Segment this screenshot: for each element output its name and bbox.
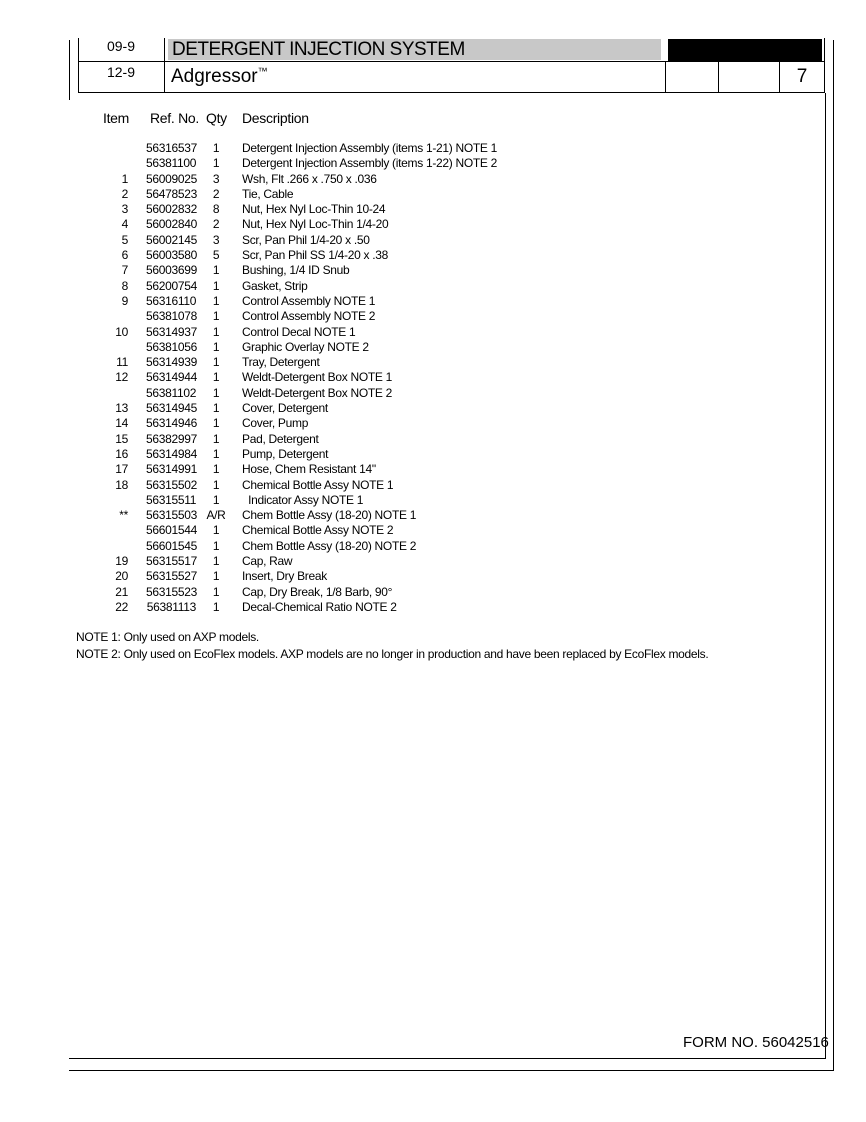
table-row [0, 401, 866, 416]
table-row [0, 233, 866, 248]
table-row [0, 386, 866, 401]
header-cell-divider [718, 61, 719, 92]
table-row [0, 569, 866, 584]
part-description: Insert, Dry Break [242, 569, 327, 584]
note-1: NOTE 1: Only used on AXP models. [76, 630, 259, 644]
table-row [0, 523, 866, 538]
part-description: Hose, Chem Resistant 14" [242, 462, 376, 477]
part-quantity: 1 [212, 401, 220, 416]
part-quantity: 1 [212, 355, 220, 370]
part-ref-number: 56315511 [146, 492, 197, 507]
part-ref-number: 56002832 [146, 202, 197, 217]
part-quantity: 3 [212, 171, 220, 186]
table-row [0, 141, 866, 156]
part-item-number: 19 [115, 554, 128, 569]
part-quantity: 1 [212, 599, 220, 614]
part-quantity: 3 [212, 232, 220, 247]
table-row [0, 340, 866, 355]
part-ref-number: 56381100 [146, 156, 197, 171]
table-row [0, 355, 866, 370]
part-ref-number: 56314939 [146, 355, 197, 370]
part-item-number: 6 [121, 248, 128, 263]
part-description: Control Assembly NOTE 2 [242, 309, 376, 324]
part-item-number: 12 [115, 370, 128, 385]
part-quantity: 8 [212, 202, 220, 217]
part-description: Pump, Detergent [242, 446, 329, 461]
table-row [0, 248, 866, 263]
part-quantity: 1 [212, 370, 220, 385]
part-quantity: 2 [212, 186, 220, 201]
part-quantity: 1 [212, 156, 220, 171]
form-number: FORM NO. 56042516 [683, 1034, 829, 1051]
part-ref-number: 56381113 [146, 599, 196, 614]
part-description: Nut, Hex Nyl Loc-Thin 1/4-20 [242, 217, 389, 232]
part-description: Cap, Raw [242, 554, 293, 569]
page-title: DETERGENT INJECTION SYSTEM [172, 39, 465, 60]
part-description: Tray, Detergent [242, 355, 320, 370]
part-ref-number: 56316537 [146, 141, 197, 155]
bottom-rule [69, 1070, 834, 1071]
part-ref-number: 56315523 [146, 584, 197, 599]
part-quantity: 1 [212, 263, 220, 278]
part-description: Scr, Pan Phil 1/4-20 x .50 [242, 232, 370, 247]
part-ref-number: 56002145 [146, 232, 197, 247]
part-ref-number: 56315517 [146, 554, 197, 569]
header-divider [78, 61, 825, 62]
part-ref-number: 56601544 [146, 523, 197, 538]
part-item-number: 3 [121, 202, 128, 217]
part-item-number: 5 [121, 232, 128, 247]
table-row [0, 309, 866, 324]
column-header-description: Description [242, 110, 309, 126]
part-item-number: 14 [115, 416, 128, 431]
part-description: Chem Bottle Assy (18-20) NOTE 2 [242, 538, 417, 553]
part-quantity: 5 [212, 248, 220, 263]
part-quantity: A/R [206, 508, 226, 523]
part-quantity: 1 [212, 584, 220, 599]
part-quantity: 1 [212, 569, 220, 584]
table-row [0, 447, 866, 462]
part-description: Control Decal NOTE 1 [242, 324, 356, 339]
part-item-number: 11 [116, 355, 128, 370]
part-ref-number: 56478523 [146, 186, 197, 201]
part-ref-number: 56314945 [146, 401, 197, 416]
part-ref-number: 56381078 [146, 309, 197, 324]
part-description: Indicator Assy NOTE 1 [242, 492, 364, 507]
part-description: Chemical Bottle Assy NOTE 2 [242, 523, 394, 538]
part-description: Cover, Pump [242, 416, 309, 431]
part-description: Decal-Chemical Ratio NOTE 2 [242, 599, 397, 614]
part-quantity: 1 [212, 446, 220, 461]
table-row [0, 462, 866, 477]
column-header-qty: Qty [206, 110, 227, 126]
part-quantity: 1 [212, 554, 220, 569]
part-ref-number: 56003580 [146, 248, 197, 263]
table-row [0, 279, 866, 294]
table-row [0, 325, 866, 340]
table-row [0, 493, 866, 508]
part-quantity: 1 [212, 385, 220, 400]
part-ref-number: 56314944 [146, 370, 197, 385]
part-description: Wsh, Flt .266 x .750 x .036 [242, 171, 377, 186]
note-2: NOTE 2: Only used on EcoFlex models. AXP models are no longer in production and have been replaced by EcoFlex models. [76, 647, 709, 661]
table-row [0, 432, 866, 447]
part-ref-number: 56314946 [146, 416, 197, 431]
table-row [0, 539, 866, 554]
product-name [171, 66, 268, 88]
part-description: Cap, Dry Break, 1/8 Barb, 90° [242, 584, 393, 599]
table-row [0, 172, 866, 187]
part-quantity: 1 [212, 431, 220, 446]
header-rev-divider [164, 38, 165, 92]
part-item-number: 4 [121, 217, 128, 232]
part-quantity: 1 [212, 477, 220, 492]
table-row [0, 416, 866, 431]
table-row [0, 600, 866, 615]
part-item-number: 1 [121, 171, 128, 186]
table-row [0, 217, 866, 232]
part-description: Weldt-Detergent Box NOTE 1 [242, 370, 393, 385]
column-header-item: Item [103, 110, 130, 126]
part-ref-number: 56314991 [146, 462, 197, 477]
part-quantity: 1 [212, 324, 220, 339]
header-black-block [668, 39, 822, 61]
table-row [0, 156, 866, 171]
part-quantity: 1 [212, 278, 220, 293]
part-ref-number: 56314937 [146, 324, 197, 339]
part-item-number: 10 [115, 324, 128, 339]
header-right-border [824, 38, 825, 92]
part-quantity: 1 [212, 293, 220, 308]
part-item-number: 17 [115, 462, 128, 477]
table-row [0, 508, 866, 523]
header-bottom-rule [78, 92, 825, 93]
part-quantity: 1 [212, 309, 220, 324]
part-item-number: 2 [121, 186, 128, 201]
table-row [0, 370, 866, 385]
part-description: Pad, Detergent [242, 431, 319, 446]
part-item-number: 21 [115, 584, 128, 599]
part-ref-number: 56315502 [146, 477, 197, 492]
part-item-number: 20 [115, 569, 128, 584]
part-item-number: ** [119, 508, 128, 523]
page-number: 7 [796, 66, 808, 87]
part-quantity: 1 [212, 462, 220, 477]
part-description: Weldt-Detergent Box NOTE 2 [242, 385, 393, 400]
part-description: Detergent Injection Assembly (items 1-22) NOTE 2 [242, 156, 498, 171]
page-frame-left [69, 40, 70, 100]
table-row [0, 202, 866, 217]
part-quantity: 1 [212, 538, 220, 553]
part-description: Control Assembly NOTE 1 [242, 293, 376, 308]
revision-bottom: 12-9 [106, 64, 136, 80]
part-ref-number: 56382997 [146, 431, 197, 446]
part-item-number: 16 [115, 446, 128, 461]
part-description: Chem Bottle Assy (18-20) NOTE 1 [242, 508, 417, 523]
table-row [0, 585, 866, 600]
part-ref-number: 56601545 [146, 538, 197, 553]
part-item-number: 7 [121, 263, 128, 278]
product-name-text: Adgressor [171, 66, 258, 87]
part-ref-number: 56314984 [146, 446, 197, 461]
part-description: Gasket, Strip [242, 278, 308, 293]
part-description: Detergent Injection Assembly (items 1-21) NOTE 1 [242, 141, 498, 155]
part-quantity: 1 [212, 492, 220, 507]
table-row [0, 187, 866, 202]
part-item-number: 13 [115, 401, 128, 416]
part-ref-number: 56381102 [146, 385, 197, 400]
column-header-ref: Ref. No. [150, 110, 199, 126]
part-ref-number: 56381056 [146, 339, 197, 354]
parts-list [0, 141, 866, 615]
part-ref-number: 56009025 [146, 171, 197, 186]
part-description: Bushing, 1/4 ID Snub [242, 263, 350, 278]
table-row [0, 294, 866, 309]
part-description: Nut, Hex Nyl Loc-Thin 10-24 [242, 202, 386, 217]
part-quantity: 1 [212, 523, 220, 538]
part-quantity: 1 [212, 416, 220, 431]
part-ref-number: 56002840 [146, 217, 197, 232]
part-quantity: 1 [212, 141, 220, 155]
part-description: Tie, Cable [242, 186, 294, 201]
part-quantity: 1 [212, 339, 220, 354]
table-row [0, 263, 866, 278]
part-ref-number: 56316110 [146, 293, 197, 308]
part-description: Cover, Detergent [242, 401, 328, 416]
part-item-number: 22 [115, 599, 128, 614]
trademark-symbol: ™ [257, 66, 268, 78]
header-cell-divider [665, 61, 666, 92]
part-ref-number: 56315527 [146, 569, 197, 584]
part-ref-number: 56315503 [146, 508, 197, 523]
part-description: Graphic Overlay NOTE 2 [242, 339, 369, 354]
part-item-number: 15 [115, 431, 128, 446]
part-item-number: 8 [121, 278, 128, 293]
part-quantity: 2 [212, 217, 220, 232]
part-item-number: 9 [121, 293, 128, 308]
part-description: Chemical Bottle Assy NOTE 1 [242, 477, 394, 492]
revision-top: 09-9 [106, 38, 136, 54]
part-description: Scr, Pan Phil SS 1/4-20 x .38 [242, 248, 389, 263]
part-item-number: 18 [115, 477, 128, 492]
part-ref-number: 56200754 [146, 278, 197, 293]
table-row [0, 478, 866, 493]
part-ref-number: 56003699 [146, 263, 197, 278]
table-row [0, 554, 866, 569]
